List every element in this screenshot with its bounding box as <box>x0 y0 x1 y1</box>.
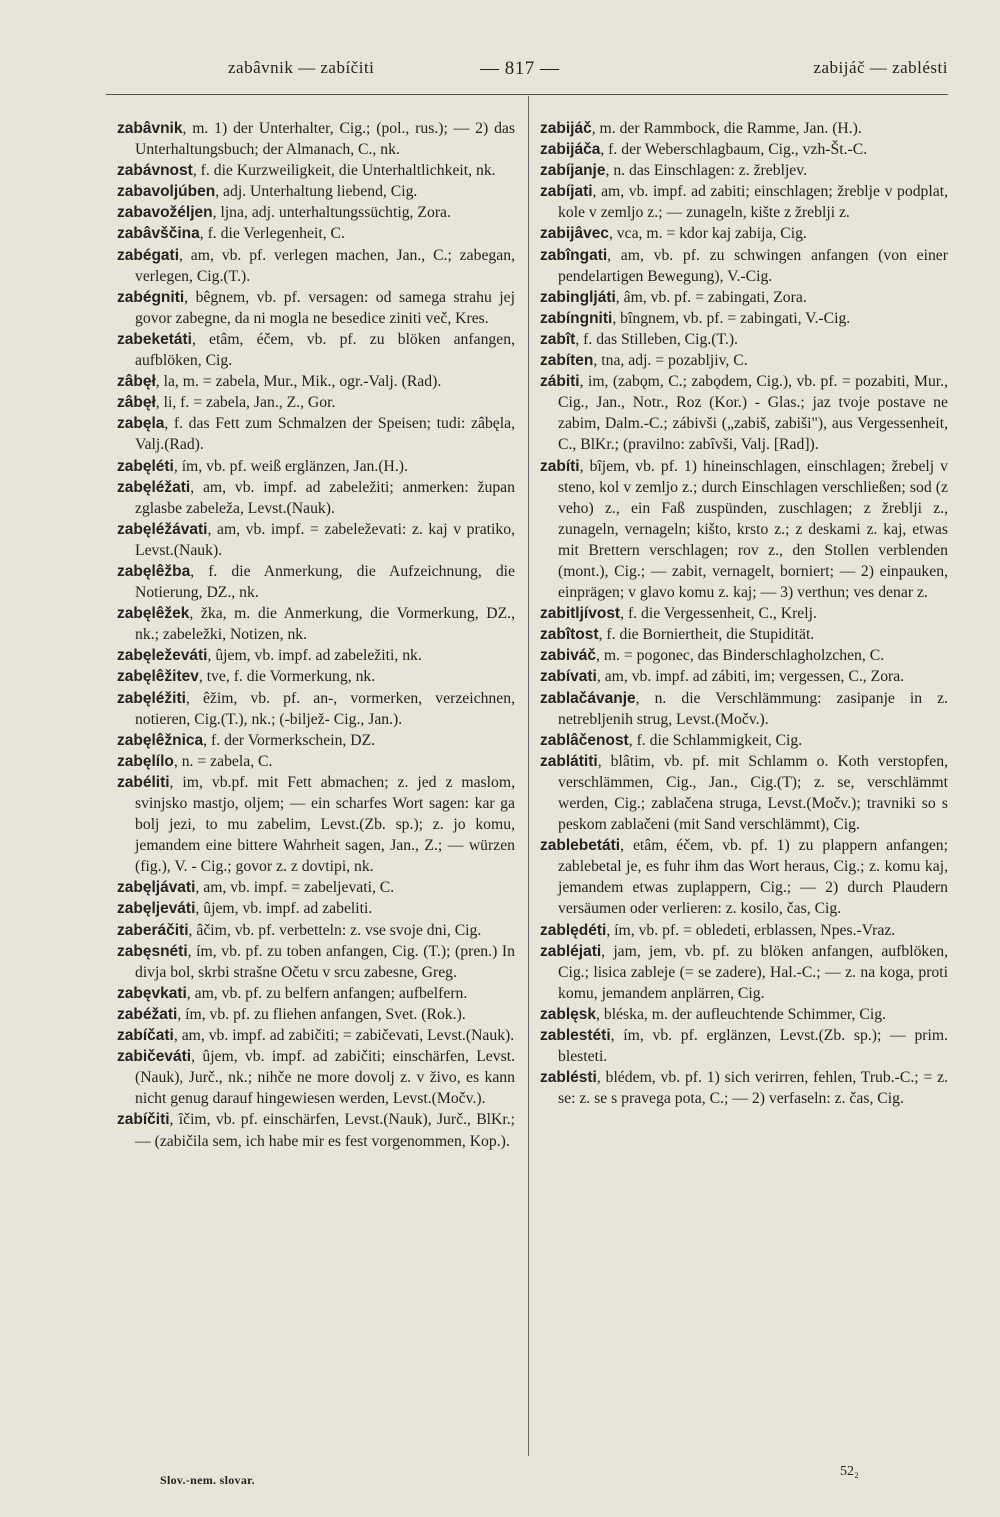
left-column <box>117 118 515 1152</box>
dictionary-entry <box>540 835 948 919</box>
dictionary-entry <box>117 519 515 561</box>
dictionary-entry <box>540 350 948 371</box>
entry-headword: zabičeváti <box>117 1048 192 1066</box>
sheet-number: 52₂ <box>840 1464 859 1479</box>
entry-definition: , bléska, m. der aufleuchtende Schimmer, Cig. <box>596 1005 886 1023</box>
dictionary-entry <box>540 118 948 139</box>
dictionary-entry <box>117 1046 515 1109</box>
entry-headword: zabiváč <box>540 647 597 665</box>
header-left-guideword: zabâvnik — zabíčiti <box>228 58 375 77</box>
dictionary-entry <box>117 920 515 941</box>
entry-headword: zabâvščina <box>117 225 200 243</box>
entry-headword: zablebetáti <box>540 837 621 855</box>
column-divider <box>528 96 529 1456</box>
entry-headword: zabíten <box>540 352 594 370</box>
entry-definition: , m. = pogonec, das Binderschlagholzchen, C. <box>596 647 885 665</box>
dictionary-entry <box>540 920 948 941</box>
entry-headword: zabâvnik <box>117 120 183 137</box>
dictionary-entry <box>117 1004 515 1025</box>
entry-headword: zabavoljúben <box>117 183 216 201</box>
entry-headword: zabęsnéti <box>117 942 188 960</box>
dictionary-entry <box>540 139 948 160</box>
entry-definition: , n. das Einschlagen: z. žrebljev. <box>605 162 808 180</box>
entry-headword: zablęsk <box>540 1005 597 1023</box>
entry-headword: zabęvkati <box>117 984 187 1002</box>
dictionary-entry <box>540 751 948 835</box>
entry-headword: zablędéti <box>540 921 607 939</box>
entry-definition: , bêgnem, vb. pf. versagen: od samega strahu jej govor zabegne, da ni mogla ne besedice ziniti več, Kres. <box>135 288 515 327</box>
entry-definition: , etâm, éčem, vb. pf. 1) zu plappern anfangen; zablebetal je, es fuhr ihm das Wort heraus, Cig.; z. komu kaj, jemandem etwas zuplappern, Cig.; — 2) durch Plaudern versäumen oder verlieren: z. kosilo, čas, Cig. <box>558 837 948 918</box>
entry-definition: , am, vb. impf. ad zábiti, im; vergessen, C., Zora. <box>596 668 905 686</box>
entry-headword: zabavožéljen <box>117 204 213 222</box>
entry-definition: , bîngnem, vb. pf. = zabingati, V.-Cig. <box>612 309 851 327</box>
dictionary-entry <box>117 456 515 477</box>
entry-headword: zabégniti <box>117 288 185 306</box>
running-header <box>108 58 948 88</box>
entry-headword: zabîtost <box>540 626 599 644</box>
dictionary-entry <box>117 245 515 287</box>
entry-definition: , f. die Vergessenheit, C., Krelj. <box>620 605 817 623</box>
entry-definition: , êžim, vb. pf. an-, vormerken, verzeichnen, notieren, Cig.(T.), nk.; (-biljež- Cig., Jan.). <box>135 689 515 728</box>
entry-definition: , ím, vb. pf. zu toben anfangen, Cig. (T.); (pren.) In divja bol, skrbi strašne Očetu v srcu zabesne, Greg. <box>135 942 515 981</box>
entry-definition: , am, vb. impf. ad zabiti; einschlagen; žreblje v podplat, kole v zemljo z.; — zunageln, kište z žreblji z. <box>558 183 948 222</box>
entry-headword: zabíčiti <box>117 1111 170 1129</box>
entry-headword: zabęléžávati <box>117 520 208 538</box>
dictionary-entry <box>540 329 948 350</box>
header-rule <box>106 94 948 95</box>
entry-headword: zabitljívost <box>540 605 621 623</box>
entry-definition: , jam, jem, vb. pf. zu blöken anfangen, aufblöken, Cig.; lisica zableje (= se zadere), Hal.-C.; — z. na koga, proti komu, jemandem anplärren, Cig. <box>558 942 948 1002</box>
entry-definition: , f. die Kurzweiligkeit, die Unterhaltlichkeit, nk. <box>192 162 496 180</box>
entry-headword: zabęlêžnica <box>117 731 204 749</box>
entry-definition: , bîjem, vb. pf. 1) hineinschlagen, einschlagen; žrebelj v steno, kol v zemljo z.; durch Einschlagen verschließen; sod (z veho) z., ein Faß zuspünden, zuschlagen; z žreblji z., zunageln, vernageln; kišto, krsto z.; z deskami z. kaj, etwas mit Brettern verschlagen; rov z., den Stollen verblenden (mont.), Cig.; — zabit, vernagelt, borniert; — 2) einpauken, einprägen; v glavo komu z. kaj; — 3) verthun; ves denar z. <box>558 457 948 602</box>
entry-headword: zabęlêžba <box>117 562 191 580</box>
entry-definition: , blédem, vb. pf. 1) sich verirren, fehlen, Trub.-C.; = z. se: z. se s pravega pota, C.; — 2) verfaseln: z. čas, Cig. <box>558 1069 948 1108</box>
dictionary-entry <box>117 392 515 413</box>
entry-headword: zâbęł <box>117 373 156 391</box>
entry-headword: zabęljávati <box>117 879 196 897</box>
entry-definition: , am, vb. impf. ad zabičiti; = zabičevati, Levst.(Nauk). <box>173 1027 515 1045</box>
entry-definition: , ûjem, vb. impf. ad zabičiti; einschärfen, Levst.(Nauk), Jurč., nk.; nihče ne more dovolj z. v živo, es kann nicht genug darauf hingewiesen werden, Levst.(Močv.). <box>135 1048 515 1108</box>
entry-headword: zabéliti <box>117 773 170 791</box>
dictionary-entry <box>117 645 515 666</box>
entry-definition: , etâm, éčem, vb. pf. zu blöken anfangen, aufblöken, Cig. <box>135 330 515 370</box>
dictionary-entry <box>117 160 515 181</box>
entry-headword: zabíjanje <box>540 162 606 180</box>
dictionary-entry <box>117 477 515 519</box>
entry-headword: zabléjati <box>540 942 602 960</box>
dictionary-entry <box>540 1067 948 1109</box>
entry-definition: , am, vb. impf. = zabeleževati: z. kaj v pratiko, Levst.(Nauk). <box>135 520 515 559</box>
dictionary-entry <box>117 603 515 645</box>
dictionary-entry <box>540 645 948 666</box>
dictionary-entry <box>117 751 515 772</box>
entry-definition: , f. die Anmerkung, die Aufzeichnung, die Notierung, DZ., nk. <box>135 562 515 602</box>
dictionary-entry <box>540 1025 948 1067</box>
entry-headword: zabávnost <box>117 162 193 180</box>
page-number: — 817 — <box>480 58 560 79</box>
entry-definition: , am, vb. pf. zu schwingen anfangen (von einer pendelartigen Bewegung), V.-Cig. <box>558 246 948 285</box>
entry-definition: , blâtim, vb. pf. mit Schlamm o. Koth verstopfen, verschlämmen, Cig., Jan., Cig.(T); z. se, verschlämmt werden, Cig.; zablačena struga, Levst.(Močv.); travniki so s peskom zablačeni (mit Sand verschlämmt), Cig. <box>558 752 948 834</box>
entry-definition: , vca, m. = kdor kaj zabija, Cig. <box>608 225 807 243</box>
entry-definition: , am, vb. impf. = zabeljevati, C. <box>195 879 395 897</box>
dictionary-entry <box>117 983 515 1004</box>
dictionary-entry <box>117 730 515 751</box>
entry-definition: , f. der Vormerkschein, DZ. <box>203 731 376 749</box>
dictionary-entry <box>540 730 948 751</box>
entry-headword: zabęlílo <box>117 752 174 770</box>
entry-definition: , la, m. = zabela, Mur., Mik., ogr.-Valj. (Rad). <box>155 373 442 391</box>
dictionary-entry <box>540 624 948 645</box>
dictionary-entry <box>117 898 515 919</box>
dictionary-entry <box>540 223 948 244</box>
entry-definition: , ím, vb. pf. weiß erglänzen, Jan.(H.). <box>173 457 408 475</box>
dictionary-entry <box>117 223 515 244</box>
entry-definition: , âm, vb. pf. = zabingati, Zora. <box>615 288 807 306</box>
dictionary-entry <box>117 202 515 223</box>
entry-definition: , f. die Verlegenheit, C. <box>199 225 345 243</box>
dictionary-entry <box>540 941 948 1004</box>
dictionary-entry <box>117 287 515 329</box>
entry-headword: zabívati <box>540 668 597 686</box>
dictionary-entry <box>117 181 515 202</box>
entry-definition: , am, vb. pf. verlegen machen, Jan., C.; zabegan, verlegen, Cig.(T.). <box>135 246 515 285</box>
entry-definition: , n. die Verschlämmung: zasipanje in z. netrebljenih strug, Levst.(Močv.). <box>558 689 948 728</box>
entry-headword: zabęlêžitev <box>117 668 199 686</box>
entry-definition: , am, vb. impf. ad zabeležiti; anmerken: župan zglasbe zabeleža, Levst.(Nauk). <box>135 478 515 517</box>
entry-headword: zabégati <box>117 246 180 264</box>
entry-definition: , m. der Rammbock, die Ramme, Jan. (H.). <box>591 120 862 137</box>
entry-definition: , tna, adj. = pozabljiv, C. <box>593 352 748 370</box>
dictionary-entry <box>117 329 515 371</box>
entry-headword: zabijâvec <box>540 225 609 243</box>
entry-definition: , âčim, vb. pf. verbetteln: z. vse svoje dni, Cig. <box>188 921 482 939</box>
entry-headword: zabeketáti <box>117 330 192 348</box>
dictionary-entry <box>117 561 515 603</box>
entry-definition: , f. der Weberschlagbaum, Cig., vzh-Št.-C. <box>600 141 868 159</box>
entry-headword: zabijáč <box>540 120 592 137</box>
entry-headword: zabît <box>540 330 576 348</box>
entry-headword: zabęla <box>117 415 165 433</box>
dictionary-entry <box>540 308 948 329</box>
entry-definition: , ûjem, vb. impf. ad zabeležiti, nk. <box>207 647 422 665</box>
entry-definition: , n. = zabela, C. <box>173 752 273 770</box>
entry-headword: zabíti <box>540 457 580 475</box>
entry-headword: zabęléžiti <box>117 689 186 707</box>
dictionary-entry <box>117 772 515 877</box>
dictionary-entry <box>117 1109 515 1151</box>
entry-definition: , f. die Schlammigkeit, Cig. <box>628 731 803 749</box>
entry-headword: zabíčati <box>117 1027 174 1045</box>
entry-definition: , tve, f. die Vormerkung, nk. <box>198 668 376 686</box>
entry-definition: , im, vb.pf. mit Fett abmachen; z. jed z maslom, svinjsko mastjo, oljem; — ein scharfes Wort sagen: kar ga bolj jezi, to mu zabelim, Levst.(Zb. sp.); z. jo komu, jemandem eine bittere Wahrheit sagen, Jan., Z.; — würzen (fig.), V. - Cig.; govor z. z dovtipi, nk. <box>135 773 515 876</box>
right-column <box>540 118 948 1109</box>
entry-definition: , adj. Unterhaltung liebend, Cig. <box>215 183 418 201</box>
dictionary-entry <box>540 456 948 604</box>
entry-headword: zabęlêžek <box>117 605 190 623</box>
entry-definition: , ljna, adj. unterhaltungssüchtig, Zora. <box>212 204 451 222</box>
entry-headword: zabęleževáti <box>117 647 208 665</box>
dictionary-entry <box>540 245 948 287</box>
entry-headword: zabęljeváti <box>117 900 196 918</box>
entry-definition: , f. das Stilleben, Cig.(T.). <box>575 330 738 348</box>
dictionary-entry <box>117 1025 515 1046</box>
entry-headword: zablâčenost <box>540 731 629 749</box>
entry-headword: zâbęł <box>117 394 156 412</box>
entry-definition: , ím, vb. pf. erglänzen, Levst.(Zb. sp.); — prim. blesteti. <box>558 1027 948 1066</box>
entry-definition: , im, (zabǫm, C.; zabǫdem, Cig.), vb. pf. = pozabiti, Mur., Cig., Jan., Notr., Roz (Kor.) - Glas.; jaz tvoje postave ne zabim, Dalm.-C.; zábivši („zabiš, zabiši"), aus Vergessenheit, C., BlKr.; (pravilno: zabîvši, Valj. [Rad]). <box>558 373 948 454</box>
dictionary-entry <box>540 371 948 455</box>
dictionary-entry <box>540 181 948 223</box>
entry-headword: zabéžati <box>117 1005 178 1023</box>
entry-headword: zablačávanje <box>540 689 636 707</box>
entry-definition: , žka, m. die Anmerkung, die Vormerkung, DZ., nk.; zabeležki, Notizen, nk. <box>135 605 515 644</box>
entry-headword: zábiti <box>540 373 580 391</box>
entry-headword: zablestéti <box>540 1027 611 1045</box>
entry-headword: zablésti <box>540 1069 597 1087</box>
header-right-guideword: zabijáč — zablésti <box>813 58 948 77</box>
entry-headword: zabíjati <box>540 183 593 201</box>
entry-definition: , f. das Fett zum Schmalzen der Speisen; tudi: zâbęla, Valj.(Rad). <box>135 415 515 454</box>
printer-signature: Slov.-nem. slovar. <box>160 1473 255 1487</box>
dictionary-entry <box>117 371 515 392</box>
entry-definition: , f. die Borniertheit, die Stupidität. <box>598 626 815 644</box>
dictionary-entry <box>540 287 948 308</box>
dictionary-entry <box>540 603 948 624</box>
entry-headword: zabíngniti <box>540 309 613 327</box>
entry-headword: zaberáčiti <box>117 921 189 939</box>
entry-definition: , m. 1) der Unterhalter, Cig.; (pol., rus.); — 2) das Unterhaltungsbuch; der Almanach, C., nk. <box>135 120 515 159</box>
entry-definition: , ím, vb. pf. = obledeti, erblassen, Npes.-Vraz. <box>606 921 896 939</box>
dictionary-entry <box>117 118 515 160</box>
entry-definition: , li, f. = zabela, Jan., Z., Gor. <box>155 394 336 412</box>
entry-definition: , am, vb. pf. zu belfern anfangen; aufbelfern. <box>186 984 468 1002</box>
dictionary-entry <box>540 688 948 730</box>
entry-definition: , îčim, vb. pf. einschärfen, Levst.(Nauk), Jurč., BlKr.; — (zabičila sem, ich habe mir es fest vorgenommen, Kop.). <box>135 1111 515 1150</box>
entry-headword: zablátiti <box>540 752 598 770</box>
entry-headword: zabęléžati <box>117 478 191 496</box>
entry-headword: zabęléti <box>117 457 174 475</box>
dictionary-entry <box>117 688 515 730</box>
entry-definition: , ûjem, vb. impf. ad zabeliti. <box>195 900 373 918</box>
entry-definition: , ím, vb. pf. zu fliehen anfangen, Svet. (Rok.). <box>177 1005 466 1023</box>
dictionary-entry <box>540 666 948 687</box>
entry-headword: zabingljáti <box>540 288 616 306</box>
entry-headword: zabîngati <box>540 246 608 264</box>
dictionary-entry <box>540 1004 948 1025</box>
dictionary-entry <box>540 160 948 181</box>
dictionary-entry <box>117 877 515 898</box>
dictionary-entry <box>117 413 515 455</box>
dictionary-entry <box>117 666 515 687</box>
entry-headword: zabijáča <box>540 141 601 159</box>
dictionary-entry <box>117 941 515 983</box>
